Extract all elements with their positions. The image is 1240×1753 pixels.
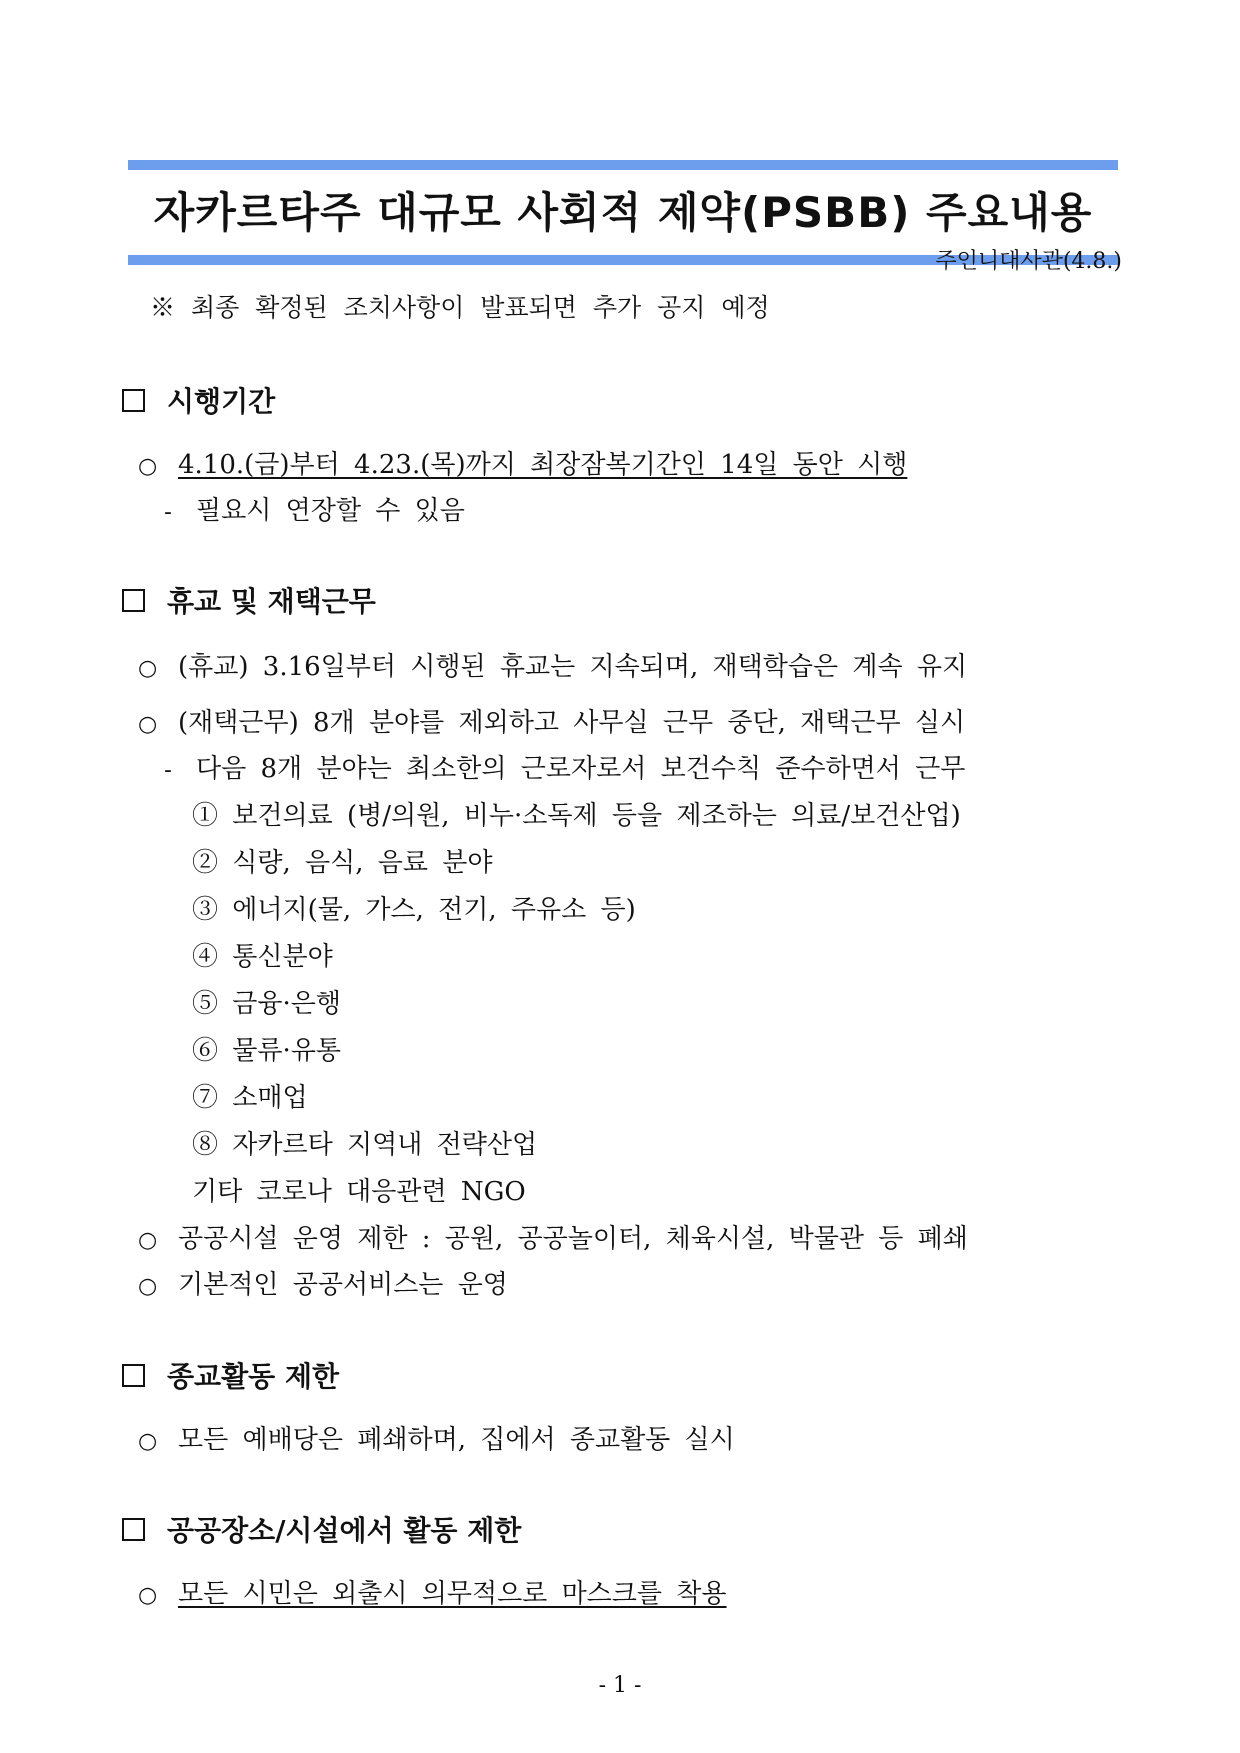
- checkbox-square-icon: [122, 1518, 145, 1541]
- dash-bullet-icon: -: [164, 500, 172, 525]
- section-heading: 휴교 및 재택근무: [167, 585, 376, 618]
- section-school-work: [122, 580, 376, 620]
- notice-text: ※ 최종 확정된 조치사항이 발표되면 추가 공지 예정: [150, 293, 770, 322]
- section-heading: 시행기간: [167, 385, 276, 418]
- list-item: [138, 702, 965, 739]
- list-item: [164, 748, 965, 785]
- checkbox-square-icon: [122, 589, 145, 612]
- circle-bullet-icon: ○: [138, 454, 158, 479]
- section-heading: 종교활동 제한: [167, 1360, 340, 1393]
- list-item: ② 식량, 음식, 음료 분야: [192, 848, 493, 878]
- list-item: ① 보건의료 (병/의원, 비누·소독제 등을 제조하는 의료/보건산업): [192, 801, 961, 831]
- page-number: - 1 -: [598, 1673, 642, 1698]
- issuer-date: 주인니대사관(4.8.): [935, 249, 1122, 274]
- list-item: ⑧ 자카르타 지역내 전략산업: [192, 1130, 538, 1160]
- circle-bullet-icon: ○: [138, 1583, 158, 1608]
- list-item: [138, 646, 967, 683]
- section-period: [122, 380, 275, 420]
- list-item: [138, 1218, 968, 1255]
- list-item: 기타 코로나 대응관련 NGO: [192, 1177, 526, 1207]
- dash-bullet-icon: -: [164, 758, 172, 783]
- checkbox-square-icon: [122, 1364, 145, 1387]
- checkbox-square-icon: [122, 389, 145, 412]
- list-item: ⑤ 금융·은행: [192, 989, 341, 1019]
- line-text: 모든 예배당은 폐쇄하며, 집에서 종교활동 실시: [178, 1425, 735, 1455]
- list-item: ⑦ 소매업: [192, 1083, 308, 1113]
- section-religion: [122, 1355, 339, 1395]
- circle-bullet-icon: ○: [138, 1228, 158, 1253]
- line-text: 다음 8개 분야는 최소한의 근로자로서 보건수칙 준수하면서 근무: [196, 754, 966, 784]
- circle-bullet-icon: ○: [138, 1429, 158, 1454]
- line-text: 필요시 연장할 수 있음: [196, 496, 465, 526]
- line-text: 기본적인 공공서비스는 운영: [178, 1270, 508, 1300]
- line-text: 모든 시민은 외출시 의무적으로 마스크를 착용: [178, 1579, 727, 1609]
- list-item: [164, 490, 465, 527]
- line-text: (휴교) 3.16일부터 시행된 휴교는 지속되며, 재택학습은 계속 유지: [178, 652, 968, 682]
- list-item: [138, 444, 907, 481]
- circle-bullet-icon: ○: [138, 1274, 158, 1299]
- title-top-bar: [128, 160, 1118, 170]
- line-text: (재택근무) 8개 분야를 제외하고 사무실 근무 중단, 재택근무 실시: [178, 708, 966, 738]
- section-public-places: [122, 1509, 521, 1549]
- line-text: 공공시설 운영 제한 : 공원, 공공놀이터, 체육시설, 박물관 등 폐쇄: [178, 1224, 968, 1254]
- circle-bullet-icon: ○: [138, 712, 158, 737]
- list-item: [138, 1264, 508, 1301]
- list-item: ④ 통신분야: [192, 942, 333, 972]
- list-item: [138, 1573, 727, 1610]
- circle-bullet-icon: ○: [138, 656, 158, 681]
- document-title: 자카르타주 대규모 사회적 제약(PSBB) 주요내용: [153, 188, 1093, 237]
- list-item: ③ 에너지(물, 가스, 전기, 주유소 등): [192, 895, 636, 925]
- line-text: 4.10.(금)부터 4.23.(목)까지 최장잠복기간인 14일 동안 시행: [178, 450, 908, 480]
- list-item: ⑥ 물류·유통: [192, 1036, 341, 1066]
- section-heading: 공공장소/시설에서 활동 제한: [167, 1514, 522, 1547]
- list-item: [138, 1419, 735, 1456]
